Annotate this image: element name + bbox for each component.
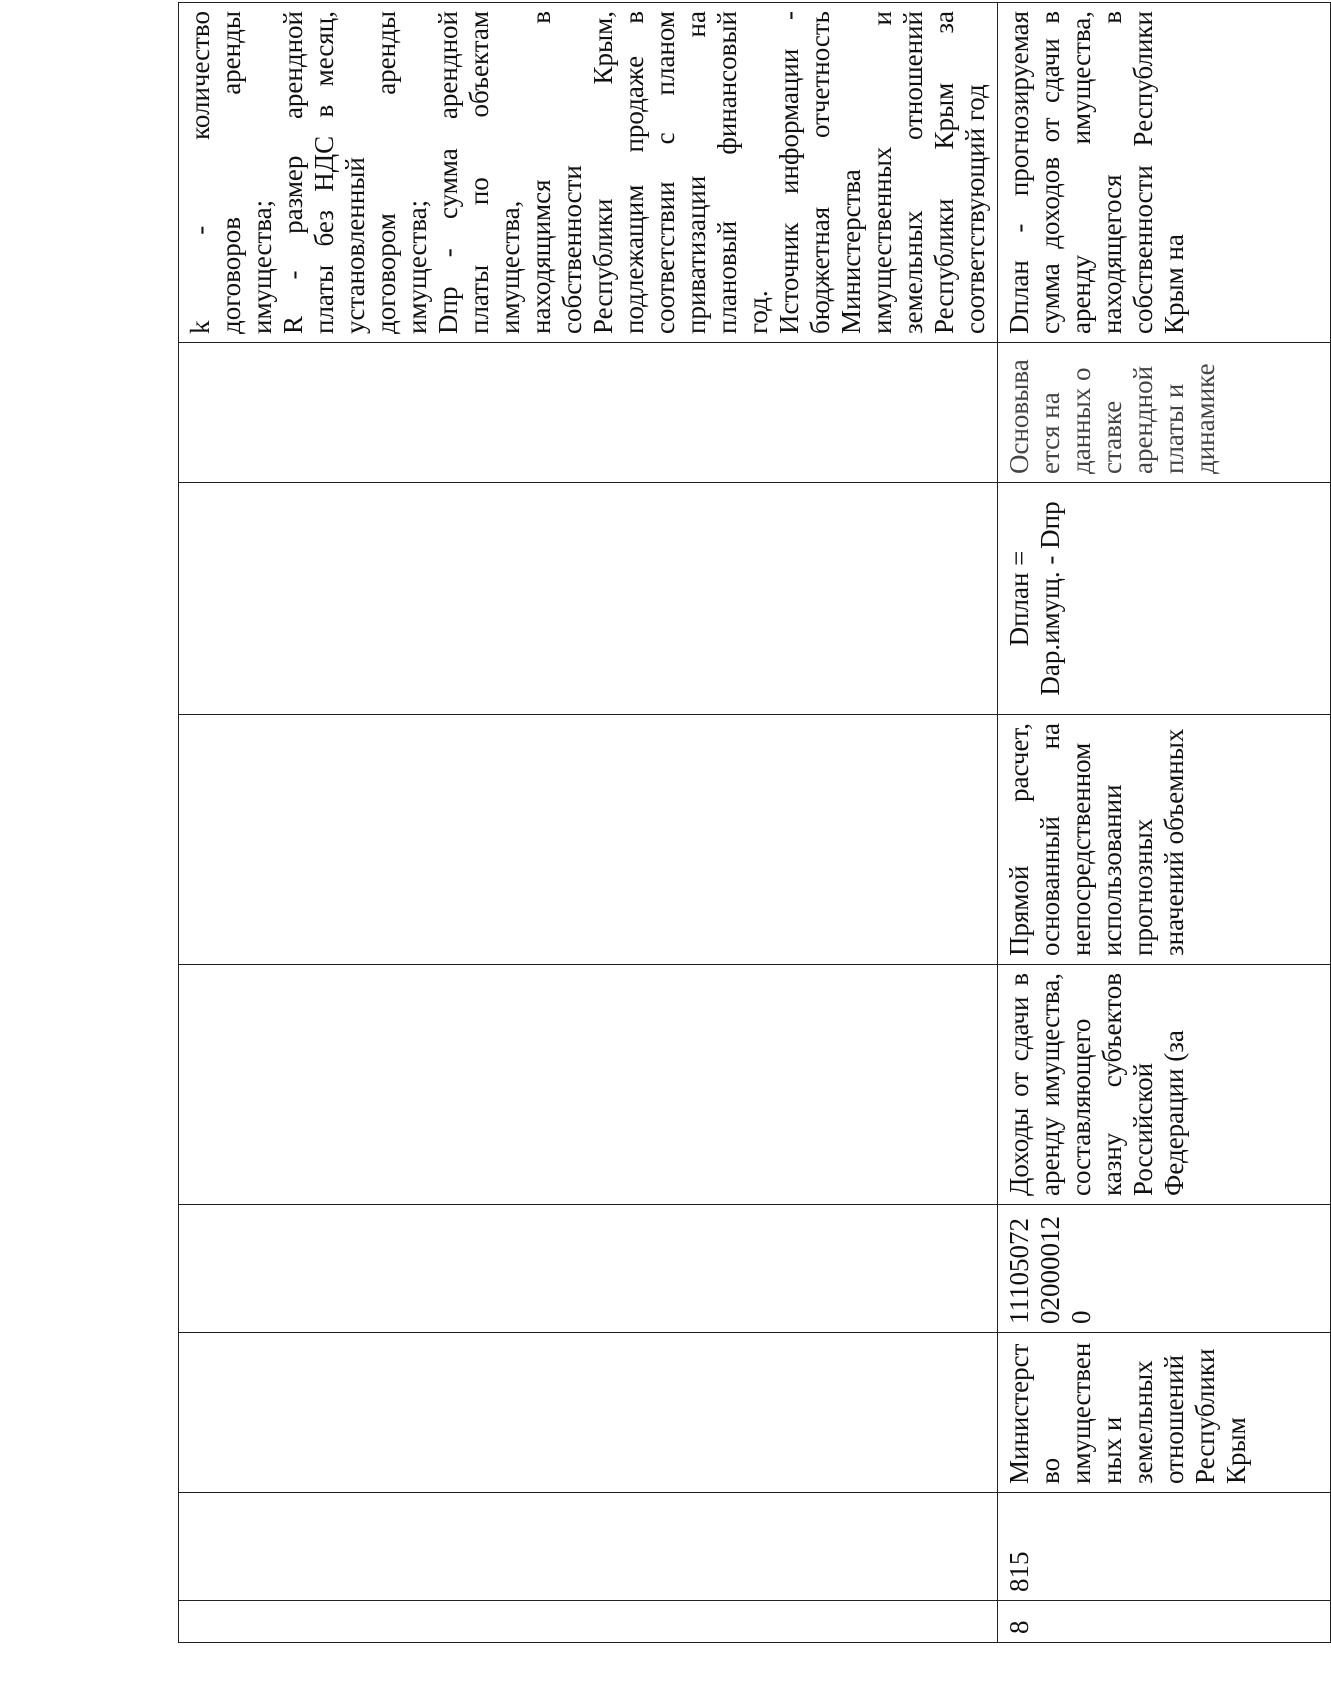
text-line: договором аренды bbox=[371, 11, 401, 334]
cell-empty-formula bbox=[179, 483, 998, 715]
cell-empty-revenue-name bbox=[179, 965, 998, 1205]
text-line: подлежащим продаже в bbox=[619, 11, 649, 334]
calculation-basis: Основывается на данных о ставке арендной платы и динамике bbox=[998, 343, 1331, 483]
cell-formula-description-continuation bbox=[179, 3, 998, 343]
text-line: находящимся в bbox=[526, 11, 556, 334]
text-line: плановый финансовый bbox=[712, 11, 742, 334]
text-line: имущества; bbox=[402, 199, 432, 334]
text-line: k - количество bbox=[185, 11, 215, 334]
cell-empty-basis bbox=[179, 343, 998, 483]
text-line: приватизации на bbox=[681, 11, 711, 334]
text-line: имущественных и bbox=[867, 11, 897, 334]
text-line: соответствующий год bbox=[960, 84, 990, 334]
text-line: платы по объектам bbox=[464, 11, 494, 334]
formula-description: Dплан - прогнозируемая сумма доходов от сдачи в аренду имущества, находящегося в собственности Республики Крым на bbox=[998, 3, 1331, 343]
text-line: Республики Крым, bbox=[588, 11, 618, 334]
cell-empty-kbk bbox=[179, 1205, 998, 1333]
cell-empty-number bbox=[179, 1601, 998, 1643]
cell-empty-admin-code bbox=[179, 1493, 998, 1601]
text-line: земельных отношений bbox=[898, 11, 928, 334]
admin-code: 815 bbox=[998, 1493, 1331, 1601]
text-line: Источник информации - bbox=[774, 11, 804, 334]
text-line: бюджетная отчетность bbox=[805, 11, 835, 334]
revenue-forecast-table bbox=[178, 2, 1331, 1643]
revenue-name: Доходы от сдачи в аренду имущества, составляющего казну субъектов Российской Федерации (за bbox=[998, 965, 1331, 1205]
text-line: собственности bbox=[557, 165, 587, 334]
row-number: 8 bbox=[998, 1601, 1331, 1643]
text-line: R - размер арендной bbox=[278, 11, 308, 334]
text-line: договоров аренды bbox=[216, 11, 246, 334]
rotated-table-page bbox=[178, 3, 1251, 1643]
admin-name: Министерство имущественных и земельных отношений Республики Крым bbox=[998, 1333, 1331, 1493]
text-line: имущества; bbox=[247, 199, 277, 334]
calculation-formula: Dплан = Dар.имущ. - Dпр bbox=[998, 483, 1331, 715]
text-line: имущества, bbox=[495, 200, 525, 334]
text-line: год. bbox=[743, 290, 773, 334]
kbk-code: 11105072020000120 bbox=[998, 1205, 1331, 1333]
text-line: соответствии с планом bbox=[650, 11, 680, 334]
text-line: Dпр - сумма арендной bbox=[433, 11, 463, 334]
text-line: Министерства bbox=[836, 169, 866, 334]
cell-empty-method bbox=[179, 715, 998, 965]
text-line: установленный bbox=[340, 157, 370, 334]
table-row-8 bbox=[998, 3, 1331, 1643]
cell-empty-admin-name bbox=[179, 1333, 998, 1493]
calculation-method: Прямой расчет, основанный на непосредственном использовании прогнозных значений объемных bbox=[998, 715, 1331, 965]
text-line: платы без НДС в месяц, bbox=[309, 11, 339, 334]
text-line: Республики Крым за bbox=[929, 11, 959, 334]
table-row-continuation bbox=[179, 3, 998, 1643]
